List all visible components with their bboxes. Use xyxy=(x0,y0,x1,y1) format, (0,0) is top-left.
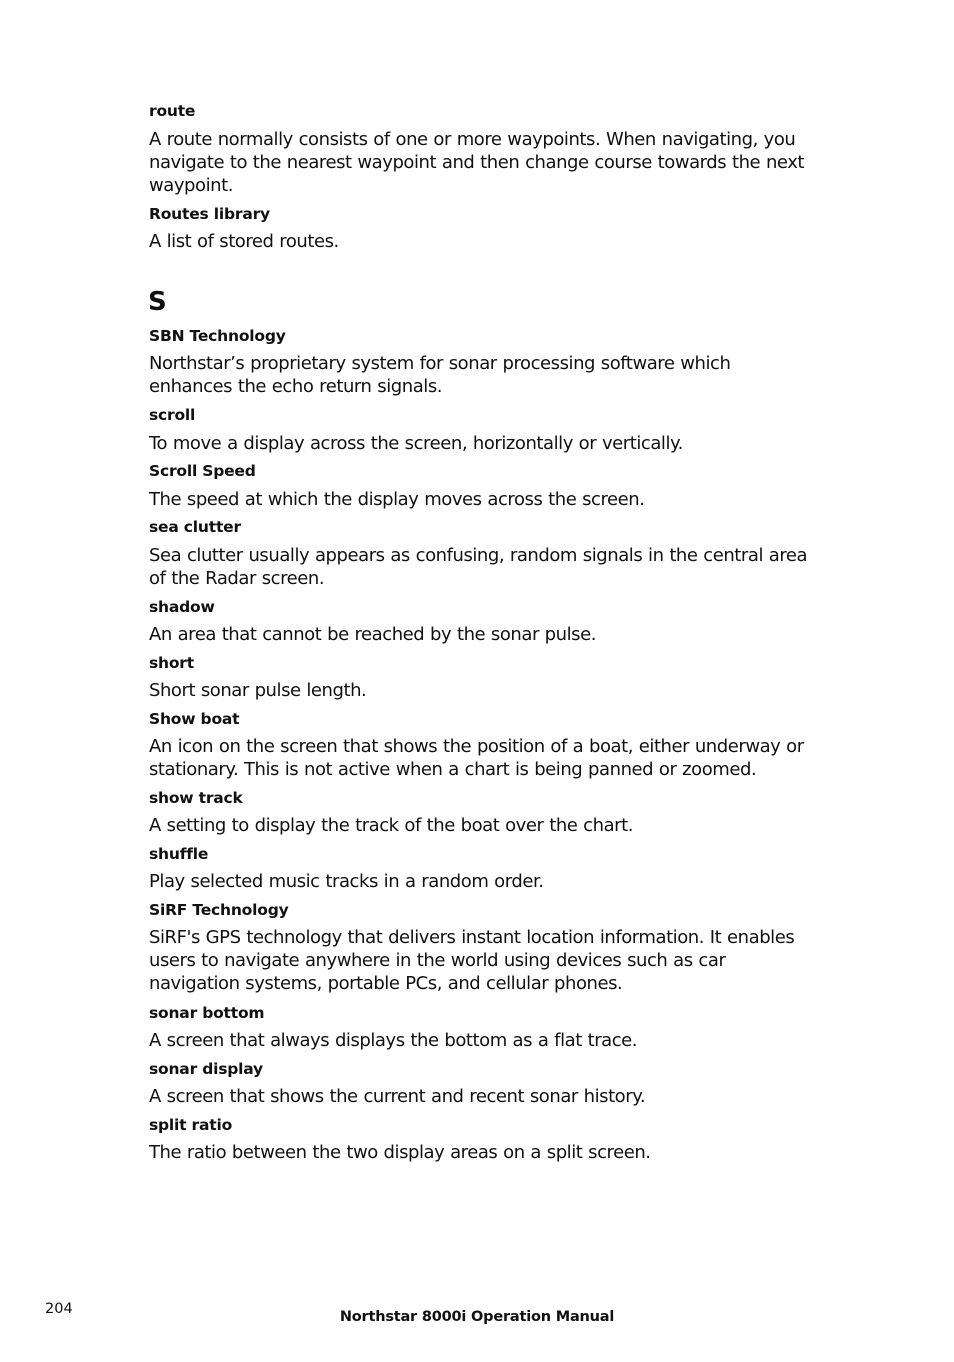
glossary-term: sonar display xyxy=(149,1060,263,1078)
glossary-definition: The speed at which the display moves across the screen. xyxy=(149,489,645,510)
glossary-definition: A screen that always displays the bottom as a flat trace. xyxy=(149,1030,638,1051)
glossary-definition: SiRF's GPS technology that delivers instant location information. It enables users to navigate anywhere in the world using devices such as car navigation systems, portable PCs, and cellular phones. xyxy=(149,927,795,995)
glossary-term: scroll xyxy=(149,406,196,424)
glossary-term: shuffle xyxy=(149,845,209,863)
glossary-definition: A screen that shows the current and recent sonar history. xyxy=(149,1086,646,1107)
glossary-definition: A setting to display the track of the boat over the chart. xyxy=(149,815,633,836)
glossary-definition: Play selected music tracks in a random order. xyxy=(149,871,544,892)
glossary-term: Routes library xyxy=(149,205,270,223)
glossary-definition: To move a display across the screen, horizontally or vertically. xyxy=(149,433,683,454)
glossary-definition: An area that cannot be reached by the sonar pulse. xyxy=(149,624,596,645)
glossary-term: route xyxy=(149,102,196,120)
page-number: 204 xyxy=(45,1301,73,1317)
glossary-definition: Northstar’s proprietary system for sonar processing software which enhances the echo return signals. xyxy=(149,353,731,398)
glossary-term: Show boat xyxy=(149,710,240,728)
glossary-definition: Short sonar pulse length. xyxy=(149,680,367,701)
glossary-term: split ratio xyxy=(149,1116,233,1134)
glossary-term: SiRF Technology xyxy=(149,901,289,919)
glossary-definition: An icon on the screen that shows the position of a boat, either underway or stationary. This is not active when a chart is being panned or zoomed. xyxy=(149,736,804,781)
glossary-definition: A route normally consists of one or more waypoints. When navigating, you navigate to the nearest waypoint and then change course towards the next waypoint. xyxy=(149,129,805,197)
glossary-term: short xyxy=(149,654,194,672)
glossary-term: sonar bottom xyxy=(149,1004,265,1022)
glossary-term: sea clutter xyxy=(149,518,241,536)
glossary-definition: Sea clutter usually appears as confusing, random signals in the central area of the Radar screen. xyxy=(149,545,808,590)
glossary-term: show track xyxy=(149,789,243,807)
glossary-definition: A list of stored routes. xyxy=(149,231,339,252)
glossary-term: SBN Technology xyxy=(149,327,286,345)
glossary-term: Scroll Speed xyxy=(149,462,256,480)
section-letter-heading: S xyxy=(148,287,167,317)
glossary-definition: The ratio between the two display areas on a split screen. xyxy=(149,1142,651,1163)
footer-manual-title: Northstar 8000i Operation Manual xyxy=(339,1309,615,1325)
glossary-term: shadow xyxy=(149,598,215,616)
